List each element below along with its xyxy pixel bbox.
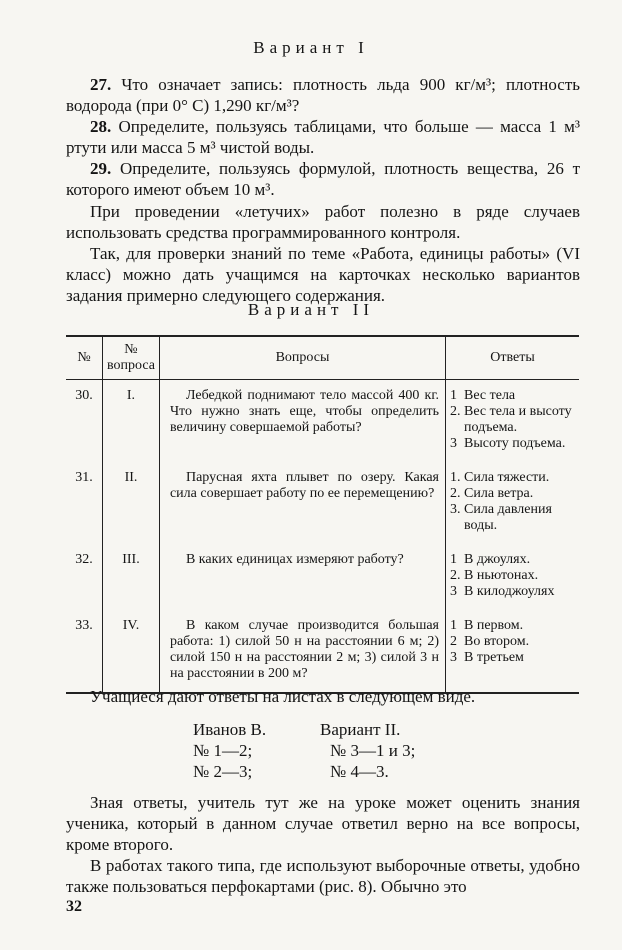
answer-number: 2	[450, 634, 457, 649]
answer-number: 3	[450, 436, 457, 451]
question-27	[66, 74, 580, 116]
answer-text: Вес тела и высоту подъема.	[464, 404, 572, 435]
answer-option	[450, 502, 575, 534]
row-answers	[446, 610, 580, 693]
row-answers	[446, 544, 580, 610]
row-number: 32.	[75, 552, 93, 567]
paragraph-punch-cards: В работах такого типа, где используют выборочные ответы, удобно также пользоваться перфокартами (рис. 8). Обычно это	[66, 856, 580, 896]
paragraph-evaluation: Зная ответы, учитель тут же на уроке может оценить знания ученика, который в данном случае ответил верно на все вопросы, кроме второго.	[66, 793, 580, 854]
header-answers: Ответы	[446, 336, 580, 380]
answer-option	[450, 618, 575, 634]
question-28-number: 28.	[90, 117, 112, 136]
table-header-row	[66, 336, 579, 380]
answer-text: Высоту подъема.	[464, 436, 566, 451]
answer-option	[450, 388, 575, 404]
question-29-text: Определите, пользуясь формулой, плотность вещества, 26 т которого имеют объем 10 м³.	[66, 159, 581, 199]
answer-text: В килоджоулях	[464, 584, 555, 599]
table-row	[66, 380, 579, 463]
row-answers	[446, 462, 580, 544]
answer-number: 2.	[450, 568, 461, 583]
row-question-number: IV.	[103, 610, 160, 693]
answer-line-4: № 4—3.	[330, 762, 389, 781]
answer-number: 2.	[450, 486, 461, 501]
header-number: №	[66, 336, 103, 380]
answer-option	[450, 650, 575, 666]
answer-option	[450, 470, 575, 486]
row-number: 30.	[75, 388, 93, 403]
row-number: 33.	[75, 618, 93, 633]
row-question	[159, 380, 445, 463]
answer-text: Сила тяжести.	[464, 470, 550, 485]
answer-text: В джоулях.	[464, 552, 531, 567]
row-question	[159, 462, 445, 544]
row-question-number: III.	[103, 544, 160, 610]
answer-text: В первом.	[464, 618, 524, 633]
row-question-number: II.	[103, 462, 160, 544]
table-row	[66, 462, 579, 544]
answer-line-1: № 1—2;	[193, 741, 253, 760]
answer-number: 1	[450, 618, 457, 633]
answer-text: Сила ветра.	[464, 486, 534, 501]
student-variant: Вариант II.	[320, 720, 401, 739]
answer-option	[450, 404, 575, 436]
answer-option	[450, 486, 575, 502]
answer-option	[450, 436, 575, 452]
paragraph-variants: Так, для проверки знаний по теме «Работа, единицы работы» (VI класс) можно дать учащимся на карточках несколько вариантов задания примерно следующего содержания.	[66, 244, 580, 305]
paragraph-letuchie: При проведении «летучих» работ полезно в ряде случаев использовать средства программированного контроля.	[66, 202, 580, 242]
answer-text: Сила давления воды.	[464, 502, 552, 533]
questions-table	[66, 335, 579, 694]
question-27-text: Что означает запись: плотность льда 900 кг/м³; плотность водорода (при 0° С) 1,290 кг/м³?	[66, 75, 580, 115]
row-question-number: I.	[103, 380, 160, 463]
answer-number: 1.	[450, 470, 461, 485]
header-question-number: № вопроса	[103, 336, 160, 380]
question-29	[66, 158, 580, 200]
answer-number: 3	[450, 584, 457, 599]
variant-2-heading: Вариант II	[247, 300, 375, 319]
row-question	[159, 610, 445, 693]
row-question-text: В каких единицах измеряют работу?	[185, 552, 404, 567]
answer-text: В ньютонах.	[464, 568, 539, 583]
paragraph-answer-format: Учащиеся дают ответы на листах в следующем виде.	[90, 687, 476, 706]
question-29-number: 29.	[90, 159, 112, 178]
row-question-text: Лебедкой поднимают тело массой 400 кг. Что нужно знать еще, чтобы определить величину совершаемой работы?	[169, 388, 439, 435]
question-27-number: 27.	[90, 75, 112, 94]
question-28-text: Определите, пользуясь таблицами, что больше — масса 1 м³ ртути или масса 5 м³ чистой воды.	[66, 117, 580, 157]
row-number: 31.	[75, 470, 93, 485]
answer-line-3: № 3—1 и 3;	[330, 741, 416, 760]
answer-option	[450, 552, 575, 568]
row-question-text: Парусная яхта плывет по озеру. Какая сила совершает работу по ее перемещению?	[169, 470, 439, 501]
row-question-text: В каком случае производится большая работа: 1) силой 50 н на расстоянии 6 м; 2) силой 150 н на расстоянии 2 м; 3) силой 3 н на расстоянии в 200 м?	[169, 618, 439, 681]
answer-number: 3	[450, 650, 457, 665]
answer-option	[450, 584, 575, 600]
table-row	[66, 610, 579, 693]
row-answers	[446, 380, 580, 463]
answer-option	[450, 634, 575, 650]
answer-text: В третьем	[464, 650, 524, 665]
table-row	[66, 544, 579, 610]
answer-number: 1	[450, 552, 457, 567]
header-questions: Вопросы	[159, 336, 445, 380]
answer-text: Вес тела	[464, 388, 516, 403]
answer-line-2: № 2—3;	[193, 762, 253, 781]
answer-text: Во втором.	[464, 634, 530, 649]
page-number: 32	[66, 898, 82, 915]
answer-number: 1	[450, 388, 457, 403]
answer-number: 3.	[450, 502, 461, 517]
answer-option	[450, 568, 575, 584]
question-28	[66, 116, 580, 158]
variant-1-heading: Вариант I	[253, 38, 369, 57]
student-name: Иванов В.	[193, 720, 267, 739]
row-question	[159, 544, 445, 610]
answer-number: 2.	[450, 404, 461, 419]
